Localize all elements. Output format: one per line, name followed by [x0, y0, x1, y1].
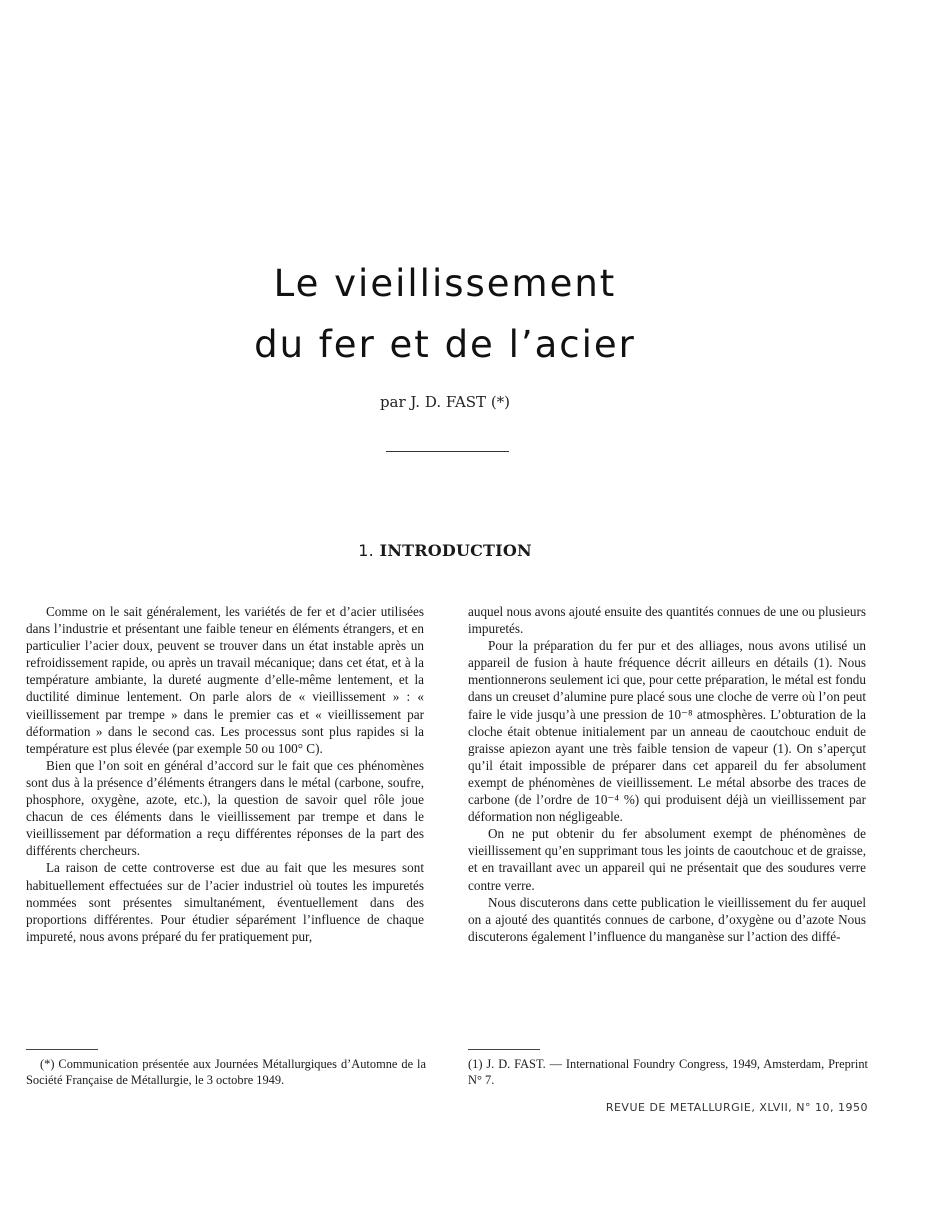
- left-column: [26, 603, 424, 945]
- right-paragraph-1: Pour la préparation du fer pur et des alliages, nous avons utilisé un appareil de fusion à haute fréquence décrit ailleurs en détails (1). Nous mentionnerons seulement ici que, pour cette préparation, le métal est fondu dans un creuset d’alumine pure placé sous une cloche de verre où l’on peut faire le vide jusqu’à une pression de 10⁻⁸ atmosphères. L’obturation de la cloche était obtenue initialement par un anneau de caoutchouc enduit de graisse apiezon ayant une très faible tension de vapeur (1). On s’aperçut qu’il était impossible de préparer dans cet appareil du fer absolument exempt de phénomènes de vieillissement. Le métal absorbe des traces de carbone (de l’ordre de 10⁻⁴ %) qui produisent déjà un vieillissement par déformation non négligeable.: [468, 638, 866, 825]
- left-paragraph-3: La raison de cette controverse est due au fait que les mesures sont habituellement effectuées sur de l’acier industriel où toutes les impuretés nommées sont présentes simultanément, éventuellement dans des proportions différentes. Pour étudier séparément l’influence de chaque impureté, nous avons préparé du fer pratiquement pur,: [26, 860, 424, 944]
- left-paragraph-1: Comme on le sait généralement, les variétés de fer et d’acier utilisées dans l’industrie et présentant une faible teneur en éléments étrangers, et en particulier l’acier doux, peuvent se trouver dans un état instable après un refroidissement rapide, ou après un travail mécanique; dans cet état, et à la température ambiante, la dureté augmente d’elle-même lentement, et la ductilité diminue lentement. On parle alors de « vieillissement » : « vieillissement par trempe » dans le premier cas et « vieillissement par déformation » dans le second cas. Les processus sont plus rapides si la température est plus élevée (par exemple 50 ou 100° C).: [26, 604, 424, 756]
- section-heading: [0, 541, 890, 560]
- footnote-rule-right: [468, 1049, 540, 1050]
- footnote-rule-left: [26, 1049, 98, 1050]
- section-number: 1.: [358, 541, 374, 560]
- left-paragraph-2: Bien que l’on soit en général d’accord sur le fait que ces phénomènes sont dus à la présence d’éléments étrangers dans le métal (carbone, soufre, phosphore, oxygène, azote, etc.), la question de savoir quel rôle joue chacun de ces éléments dans le vieillissement par trempe et dans le vieillissement par déformation a reçu différentes réponses de la part des différents chercheurs.: [26, 757, 424, 859]
- footnote-right: (1) J. D. FAST. — International Foundry Congress, 1949, Amsterdam, Preprint N° 7.: [468, 1057, 868, 1087]
- title-separator-rule: [386, 451, 509, 452]
- right-paragraph-2: On ne put obtenir du fer absolument exempt de phénomènes de vieillissement qu’en supprimant tous les joints de caoutchouc et de graisse, et en travaillant avec un appareil qui ne présentait que des soudures verre contre verre.: [468, 826, 866, 893]
- right-paragraph-3: Nous discuterons dans cette publication le vieillissement du fer auquel on a ajouté des quantités connues de carbone, d’oxygène ou d’azote Nous discuterons également l’influence du manganèse sur l’action des diffé-: [468, 894, 866, 944]
- title-line-1: Le vieillissement: [273, 262, 617, 305]
- author-byline: par J. D. FAST (*): [379, 393, 511, 411]
- right-column: [468, 603, 866, 945]
- journal-citation: REVUE DE METALLURGIE, XLVII, N° 10, 1950: [605, 1101, 868, 1114]
- title-line-2: du fer et de l’acier: [254, 323, 636, 366]
- section-title: INTRODUCTION: [379, 541, 532, 560]
- right-continuation: auquel nous avons ajouté ensuite des quantités connues de une ou plusieurs impuretés.: [468, 604, 866, 637]
- footnote-left: (*) Communication présentée aux Journées Métallurgiques d’Automne de la Société Française de Métallurgie, le 3 octobre 1949.: [26, 1057, 426, 1087]
